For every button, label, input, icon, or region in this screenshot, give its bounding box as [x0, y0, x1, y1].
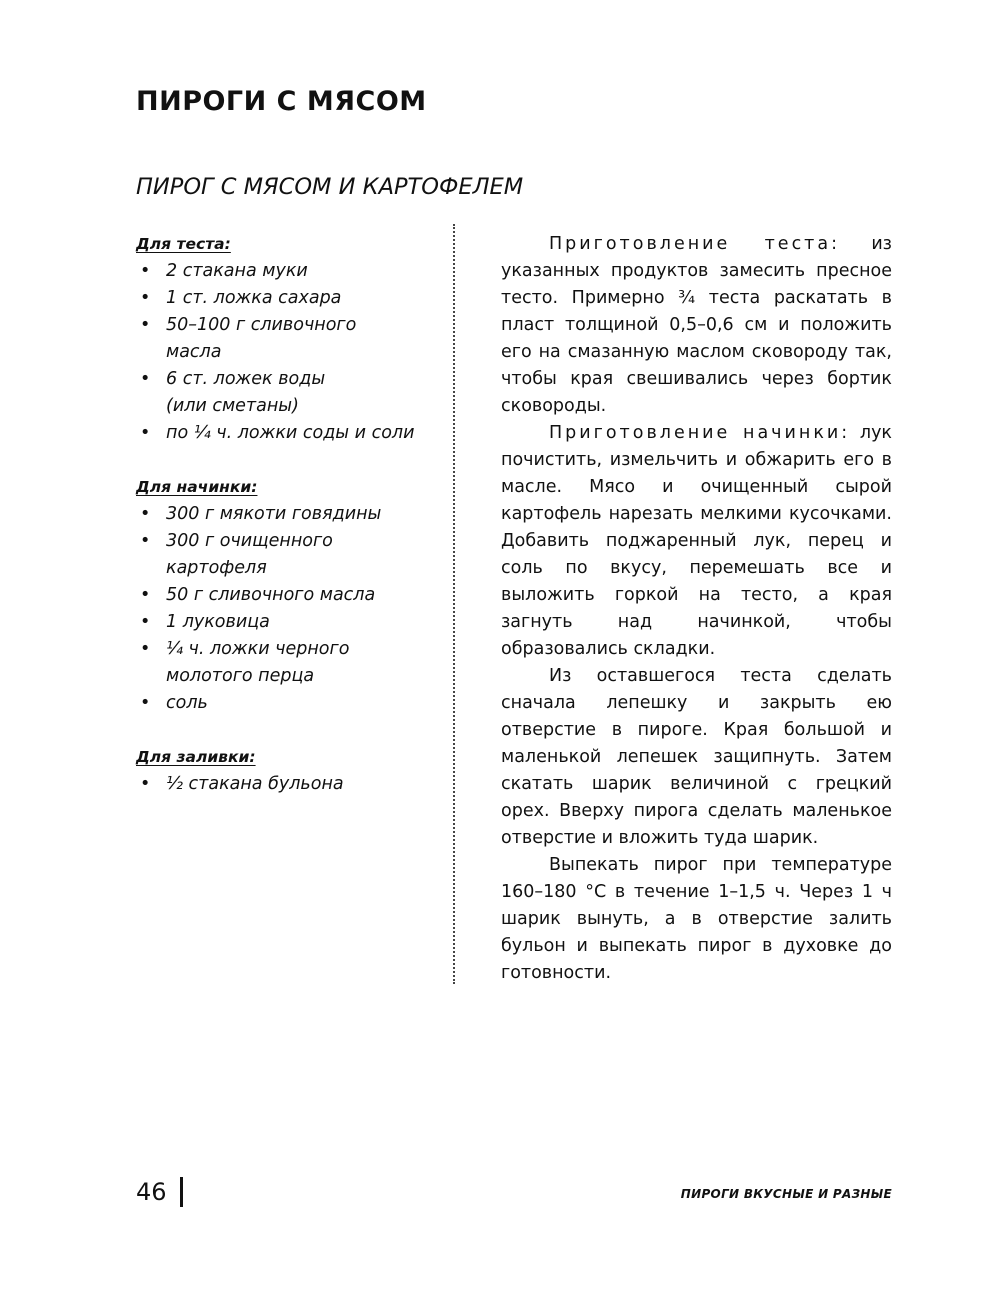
- ingredient-group-dough: [136, 231, 441, 447]
- ingredients-column: [136, 231, 441, 825]
- ingredient-item: • 2 стакана муки: [136, 258, 441, 285]
- recipe-title: ПИРОГ С МЯСОМ И КАРТОФЕЛЕМ: [136, 174, 524, 200]
- ingredient-item: • 1 ст. ложка сахара: [136, 285, 441, 312]
- instruction-text: Выпекать пирог при температуре 160–180 °С в течение 1–1,5 ч. Через 1 ч шарик вынуть, а в отверстие залить бульон и выпекать пирог в духовке до готовности.: [501, 855, 892, 983]
- ingredient-item: • 1 луковица: [136, 609, 441, 636]
- ingredient-group-title: Для начинки:: [136, 478, 258, 496]
- chapter-title: ПИРОГИ С МЯСОМ: [136, 86, 427, 117]
- instruction-text: лук почистить, измельчить и обжарить его в масле. Мясо и очищенный сырой картофель нарезать мелкими кусочками. Добавить поджаренный лук, перец и соль по вкусу, перемешать все и выложить горкой на тесто, а края загнуть над начинкой, чтобы образовались складки.: [501, 423, 892, 659]
- running-title: ПИРОГИ ВКУСНЫЕ И РАЗНЫЕ: [680, 1187, 892, 1201]
- ingredient-item: • 50 г сливочного масла: [136, 582, 441, 609]
- instruction-paragraph: [501, 852, 892, 987]
- ingredient-group-title: Для заливки:: [136, 748, 256, 766]
- ingredient-item: • соль: [136, 690, 441, 717]
- instruction-label: Приготовление начинки:: [549, 423, 851, 443]
- ingredient-list: [136, 771, 441, 798]
- ingredient-group-title: Для теста:: [136, 235, 231, 253]
- ingredient-item: • по ¼ ч. ложки соды и соли: [136, 420, 441, 447]
- instruction-text: из указанных продуктов замесить пресное тесто. Примерно ¾ теста раскатать в пласт толщиной 0,5–0,6 см и положить его на смазанную маслом сковороду так, чтобы края свешивались через бортик сковороды.: [501, 234, 892, 416]
- ingredient-group-filling: [136, 474, 441, 717]
- ingredient-item: • ¼ ч. ложки черного молотого перца: [136, 636, 441, 690]
- ingredient-item: • 300 г очищенного картофеля: [136, 528, 441, 582]
- ingredient-item: • ½ стакана бульона: [136, 771, 441, 798]
- ingredient-item: • 50–100 г сливочного масла: [136, 312, 441, 366]
- instructions-column: [501, 231, 892, 987]
- instruction-paragraph: [501, 420, 892, 663]
- footer-rule: [180, 1177, 183, 1207]
- ingredient-item: • 300 г мякоти говядины: [136, 501, 441, 528]
- instruction-paragraph: [501, 663, 892, 852]
- ingredient-group-pouring: [136, 744, 441, 798]
- ingredient-list: [136, 258, 441, 447]
- ingredient-list: [136, 501, 441, 717]
- column-divider: [453, 224, 455, 984]
- instruction-label: Приготовление теста:: [549, 234, 840, 254]
- page-number: 46: [136, 1178, 167, 1206]
- instruction-paragraph: [501, 231, 892, 420]
- ingredient-item: • 6 ст. ложек воды (или сметаны): [136, 366, 441, 420]
- instruction-text: Из оставшегося теста сделать сначала лепешку и закрыть ею отверстие в пироге. Края большой и маленькой лепешек защипнуть. Затем скатать шарик величиной с грецкий орех. Вверху пирога сделать маленькое отверстие и вложить туда шарик.: [501, 666, 892, 848]
